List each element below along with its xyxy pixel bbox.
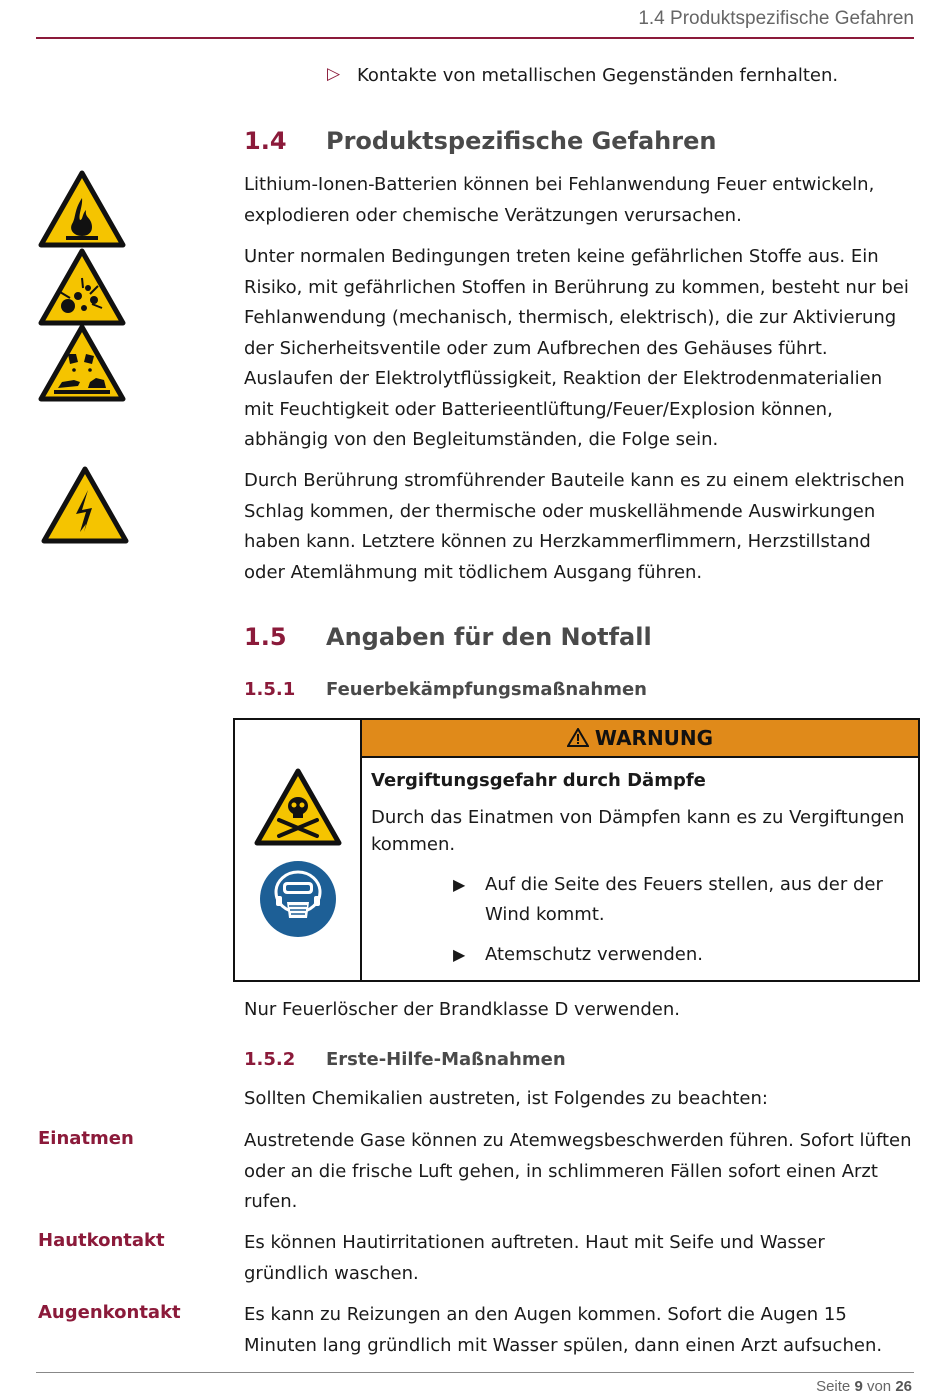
flammable-icon	[38, 170, 126, 248]
first-aid-text-eyes: Es kann zu Reizungen an den Augen kommen. Sofort die Augen 15 Minuten lang gründlich mit Wasser spülen, dann einen Arzt aufsuchen.	[244, 1304, 883, 1356]
section-1-5-heading	[244, 623, 904, 657]
section-number: 1.4	[244, 127, 287, 155]
section-number: 1.5.2	[244, 1049, 296, 1070]
section-number: 1.5	[244, 623, 287, 651]
section-1-4-para-3: Durch Berührung stromführender Bauteile kann es zu einem elektrischen Schlag kommen, der thermische oder muskellähmende Auswirkungen haben kann. Letztere können zu Herzkammerflimmern, Herzstillstand oder Atemlähmung mit tödlichem Ausgang führen.	[244, 470, 905, 583]
first-aid-text-inhalation: Austretende Gase können zu Atemwegsbeschwerden führen. Sofort lüften oder an die frische Luft gehen, in schlimmeren Fällen sofort einen Arzt rufen.	[244, 1130, 912, 1212]
first-aid-label-skin: Hautkontakt	[38, 1230, 165, 1251]
section-1-4-para-2: Unter normalen Bedingungen treten keine gefährlichen Stoffe aus. Ein Risiko, mit gefährlichen Stoffen in Berührung zu kommen, besteht nur bei Fehlanwendung (mechanisch, thermisch, elektrisch), die zur Aktivierung der Sicherheitsventile oder zum Aufbrechen des Gehäuses führt. Auslaufen der Elektrolytflüssigkeit, Reaktion der Elektrodenmaterialien mit Feuchtigkeit oder Batterieentlüftung/Feuer/Explosion können, abhängig von den Begleitumständen, die Folge sein.	[244, 246, 909, 450]
warning-triangle-icon	[567, 728, 589, 747]
warning-label: WARNUNG	[594, 726, 714, 750]
warning-divider	[360, 720, 362, 980]
after-warning-text: Nur Feuerlöscher der Brandklasse D verwenden.	[244, 999, 680, 1020]
warning-text: Durch das Einatmen von Dämpfen kann es zu Vergiftungen kommen.	[371, 807, 905, 855]
first-aid-label-inhalation: Einatmen	[38, 1128, 134, 1149]
triangle-bullet-icon: ▷	[327, 64, 341, 84]
first-aid-intro: Sollten Chemikalien austreten, ist Folgendes zu beachten:	[244, 1088, 768, 1109]
section-1-5-1-heading	[244, 679, 904, 705]
intro-bullet-text: Kontakte von metallischen Gegenständen fernhalten.	[357, 65, 839, 86]
section-title: Feuerbekämpfungsmaßnahmen	[326, 679, 647, 700]
total-pages: 26	[895, 1378, 912, 1395]
warning-box: WARNUNG Vergiftungsgefahr durch Dämpfe Durch das Einatmen von Dämpfen kann es zu Vergiftungen kommen. ▶ Auf die Seite des Feuers stellen, aus der der Wind kommt. ▶ Atemschutz verwenden.	[233, 718, 920, 982]
warning-title: Vergiftungsgefahr durch Dämpfe	[371, 770, 706, 791]
section-title: Erste-Hilfe-Maßnahmen	[326, 1049, 566, 1070]
footer-divider	[36, 1372, 914, 1373]
section-number: 1.5.1	[244, 679, 296, 700]
toxic-icon	[253, 768, 343, 846]
section-1-4-para-1: Lithium-Ionen-Batterien können bei Fehlanwendung Feuer entwickeln, explodieren oder chemische Verätzungen verursachen.	[244, 174, 875, 226]
first-aid-label-eyes: Augenkontakt	[38, 1302, 181, 1323]
page-header-title: 1.4 Produktspezifische Gefahren	[638, 8, 914, 29]
section-title: Angaben für den Notfall	[326, 623, 652, 651]
page-footer: Seite 9 von 26	[816, 1378, 912, 1395]
warning-header	[362, 720, 918, 758]
header-divider	[36, 37, 914, 39]
bullet-arrow-icon: ▶	[453, 945, 466, 964]
section-title: Produktspezifische Gefahren	[326, 127, 717, 155]
bullet-arrow-icon: ▶	[453, 875, 466, 894]
electric-shock-icon	[40, 466, 130, 544]
section-1-4-heading	[244, 127, 904, 161]
current-page: 9	[854, 1378, 863, 1395]
section-1-5-2-heading	[244, 1049, 904, 1075]
corrosive-icon	[38, 324, 126, 402]
explosive-icon	[38, 248, 126, 326]
respirator-required-icon	[259, 860, 337, 938]
first-aid-text-skin: Es können Hautirritationen auftreten. Haut mit Seife und Wasser gründlich waschen.	[244, 1232, 825, 1284]
